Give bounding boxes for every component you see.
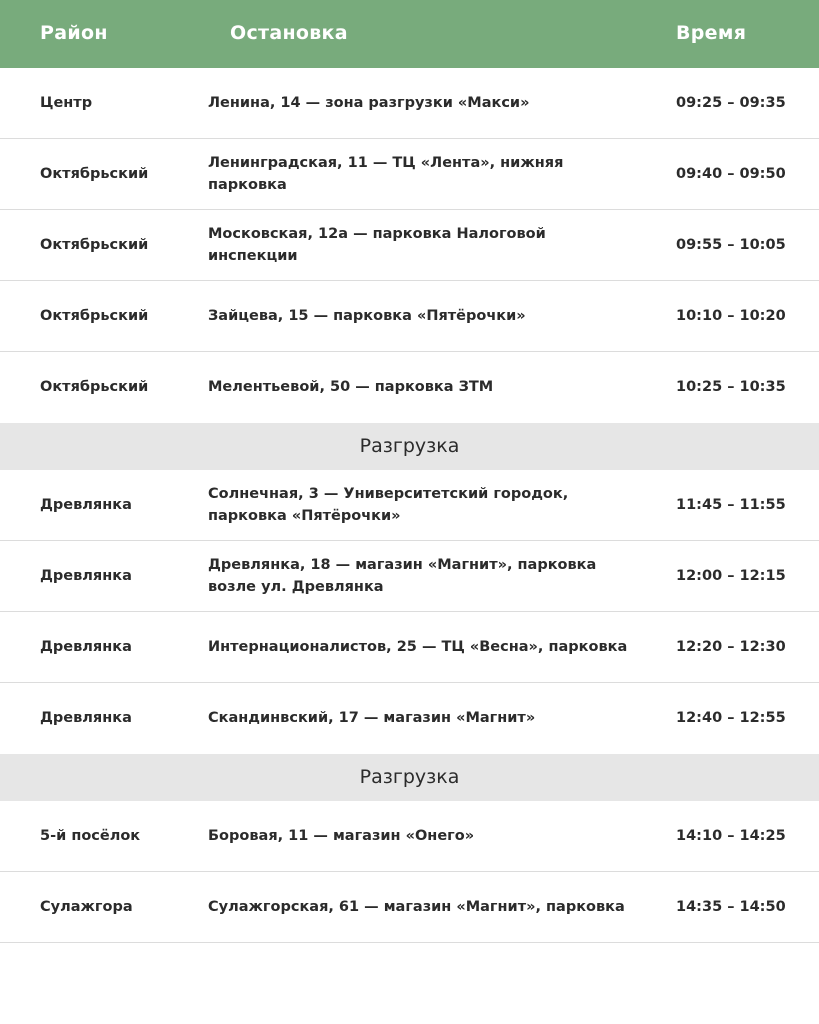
time-cell: 12:40 – 12:55 (676, 710, 786, 726)
time-cell: 12:00 – 12:15 (676, 568, 786, 584)
unloading-break: Разгрузка (0, 423, 819, 470)
table-row (0, 281, 819, 352)
stop-cell: Сулажгорская, 61 — магазин «Магнит», парковка (208, 899, 625, 915)
time-cell: 14:35 – 14:50 (676, 899, 786, 915)
table-header (0, 0, 819, 68)
header-stop: Остановка (230, 22, 348, 44)
district-cell: Древлянка (40, 568, 132, 584)
district-cell: Древлянка (40, 710, 132, 726)
time-cell: 11:45 – 11:55 (676, 497, 786, 513)
stop-cell: Мелентьевой, 50 — парковка ЗТМ (208, 379, 494, 395)
stop-cell: Древлянка, 18 — магазин «Магнит», парковка возле ул. Древлянка (208, 557, 597, 595)
district-cell: Октябрьский (40, 308, 149, 324)
district-cell: Центр (40, 95, 93, 111)
table-row (0, 210, 819, 281)
schedule-table (0, 68, 819, 943)
table-row (0, 872, 819, 943)
district-cell: Сулажгора (40, 899, 133, 915)
stop-cell: Боровая, 11 — магазин «Онего» (208, 828, 475, 844)
time-cell: 09:25 – 09:35 (676, 95, 786, 111)
stop-cell: Московская, 12а — парковка Налоговой инспекции (208, 226, 546, 264)
stop-cell: Интернационалистов, 25 — ТЦ «Весна», парковка (208, 639, 628, 655)
district-cell: Древлянка (40, 497, 132, 513)
header-time: Время (676, 22, 747, 44)
table-row (0, 801, 819, 872)
district-cell: 5-й посёлок (40, 828, 141, 844)
stop-cell: Скандинвский, 17 — магазин «Магнит» (208, 710, 536, 726)
time-cell: 10:25 – 10:35 (676, 379, 786, 395)
table-row (0, 139, 819, 210)
table-row (0, 541, 819, 612)
stop-cell: Ленина, 14 — зона разгрузки «Макси» (208, 95, 530, 111)
stop-cell: Солнечная, 3 — Университетский городок, парковка «Пятёрочки» (208, 486, 569, 524)
district-cell: Октябрьский (40, 166, 149, 182)
time-cell: 09:40 – 09:50 (676, 166, 786, 182)
time-cell: 10:10 – 10:20 (676, 308, 786, 324)
table-row (0, 68, 819, 139)
time-cell: 09:55 – 10:05 (676, 237, 786, 253)
table-row (0, 352, 819, 423)
unloading-break: Разгрузка (0, 754, 819, 801)
district-cell: Октябрьский (40, 379, 149, 395)
district-cell: Октябрьский (40, 237, 149, 253)
stop-cell: Ленинградская, 11 — ТЦ «Лента», нижняя парковка (208, 155, 564, 193)
stop-cell: Зайцева, 15 — парковка «Пятёрочки» (208, 308, 526, 324)
table-row (0, 612, 819, 683)
header-district: Район (40, 22, 108, 44)
district-cell: Древлянка (40, 639, 132, 655)
table-row (0, 470, 819, 541)
time-cell: 14:10 – 14:25 (676, 828, 786, 844)
table-row (0, 683, 819, 754)
time-cell: 12:20 – 12:30 (676, 639, 786, 655)
